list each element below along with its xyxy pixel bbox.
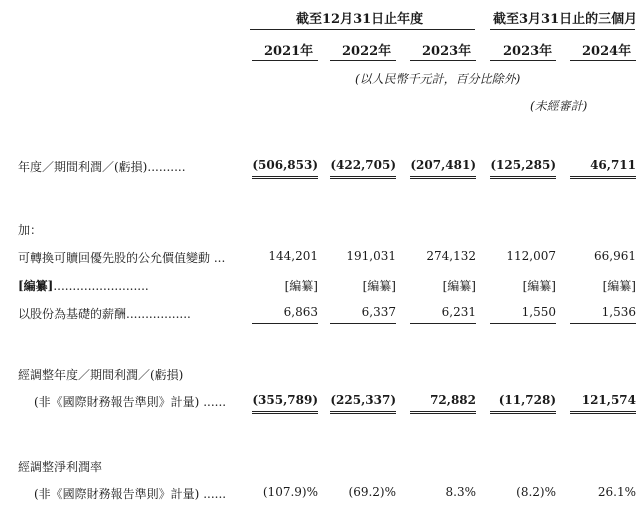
- year-header-2023: 2023年: [422, 44, 472, 59]
- net-loss-double-underline-1: [252, 176, 318, 179]
- adj-profit-label-line2: (非《國際財務報告準則》計量): [34, 395, 200, 409]
- adj-profit-double-underline-1: [252, 411, 318, 414]
- sbc-2023-q1: 1,550: [521, 305, 556, 319]
- sbc-2023: 6,231: [441, 305, 476, 319]
- adj-profit-double-underline-3: [410, 411, 476, 414]
- net-loss-double-underline-2: [330, 176, 396, 179]
- net-loss-2021: (506,853): [252, 158, 318, 172]
- redacted-2021: [編纂]: [284, 279, 318, 293]
- row-label-adj-profit: [34, 393, 226, 410]
- net-loss-double-underline-5: [570, 176, 636, 179]
- header-group2-underline: [490, 29, 635, 30]
- leader-dots: ...: [210, 251, 226, 265]
- sbc-2024-q1: 1,536: [601, 305, 636, 319]
- net-loss-2022: (422,705): [330, 158, 396, 172]
- adj-margin-label-line1: 經調整淨利潤率: [18, 460, 103, 474]
- year-header-2021: 2021年: [264, 44, 314, 59]
- year-underline-5: [570, 60, 636, 61]
- leader-dots: ..........: [147, 160, 186, 174]
- sbc-2021: 6,863: [283, 305, 318, 319]
- leader-dots: .........................: [53, 279, 149, 293]
- sbc-underline-1: [252, 323, 318, 324]
- adj-profit-2021: (355,789): [252, 393, 318, 407]
- year-underline-3: [410, 60, 476, 61]
- adj-profit-label-line1: 經調整年度／期間利潤／(虧損): [18, 368, 184, 382]
- adj-profit-2023-q1: (11,728): [498, 393, 556, 407]
- add-label: 加：: [18, 223, 43, 237]
- row-label-redacted: [18, 277, 149, 294]
- fv-change-2023: 274,132: [426, 249, 476, 263]
- sbc-2022: 6,337: [361, 305, 396, 319]
- fv-change-label-text: 可轉換可贖回優先股的公允價值變動: [18, 251, 211, 265]
- adj-margin-2023: 8.3%: [445, 485, 476, 499]
- year-underline-2: [330, 60, 396, 61]
- row-label-net-loss: [18, 158, 186, 175]
- adj-margin-label-line2: (非《國際財務報告準則》計量): [34, 487, 200, 501]
- fv-change-2023-q1: 112,007: [506, 249, 556, 263]
- adj-margin-2024-q1: 26.1%: [597, 485, 636, 499]
- leader-dots: ......: [199, 395, 227, 409]
- adj-profit-2022: (225,337): [330, 393, 396, 407]
- adj-margin-2023-q1: (8.2)%: [516, 485, 556, 499]
- net-loss-label-text: 年度／期間利潤／(虧損): [18, 160, 148, 174]
- unit-note: (以人民幣千元計，百分比除外): [355, 72, 521, 86]
- adj-profit-double-underline-5: [570, 411, 636, 414]
- redacted-2024-q1: [編纂]: [602, 279, 636, 293]
- header-group1-underline: [250, 29, 475, 30]
- fv-change-2021: 144,201: [268, 249, 318, 263]
- net-loss-2024-q1: 46,711: [590, 158, 636, 172]
- fv-change-2024-q1: 66,961: [594, 249, 636, 263]
- adj-margin-2022: (69.2)%: [348, 485, 396, 499]
- adj-profit-2024-q1: 121,574: [581, 393, 636, 407]
- header-group-three-months: 截至3月31日止的三個月: [493, 12, 638, 27]
- sbc-underline-3: [410, 323, 476, 324]
- row-label-sbc: [18, 305, 191, 322]
- net-loss-2023-q1: (125,285): [490, 158, 556, 172]
- year-header-2023-q1: 2023年: [503, 44, 553, 59]
- redacted-2023-q1: [編纂]: [522, 279, 556, 293]
- adj-profit-double-underline-4: [490, 411, 556, 414]
- sbc-underline-4: [490, 323, 556, 324]
- row-label-adj-margin: [34, 485, 226, 502]
- redacted-2023: [編纂]: [442, 279, 476, 293]
- sbc-underline-2: [330, 323, 396, 324]
- row-label-fv-change: [18, 249, 225, 266]
- leader-dots: .................: [126, 307, 191, 321]
- net-loss-2023: (207,481): [410, 158, 476, 172]
- leader-dots: ......: [199, 487, 227, 501]
- fv-change-2022: 191,031: [346, 249, 396, 263]
- sbc-underline-5: [570, 323, 636, 324]
- year-header-2024-q1: 2024年: [582, 44, 632, 59]
- adj-profit-2023: 72,882: [430, 393, 476, 407]
- year-underline-4: [490, 60, 556, 61]
- year-underline-1: [252, 60, 318, 61]
- adj-profit-double-underline-2: [330, 411, 396, 414]
- header-group-year-ended: 截至12月31日止年度: [296, 12, 424, 27]
- net-loss-double-underline-4: [490, 176, 556, 179]
- adj-margin-2021: (107.9)%: [262, 485, 318, 499]
- redacted-label-text: [編纂]: [18, 279, 54, 293]
- redacted-2022: [編纂]: [362, 279, 396, 293]
- net-loss-double-underline-3: [410, 176, 476, 179]
- sbc-label-text: 以股份為基礎的薪酬: [18, 307, 127, 321]
- unaudited-note: (未經審計): [530, 99, 588, 113]
- year-header-2022: 2022年: [342, 44, 392, 59]
